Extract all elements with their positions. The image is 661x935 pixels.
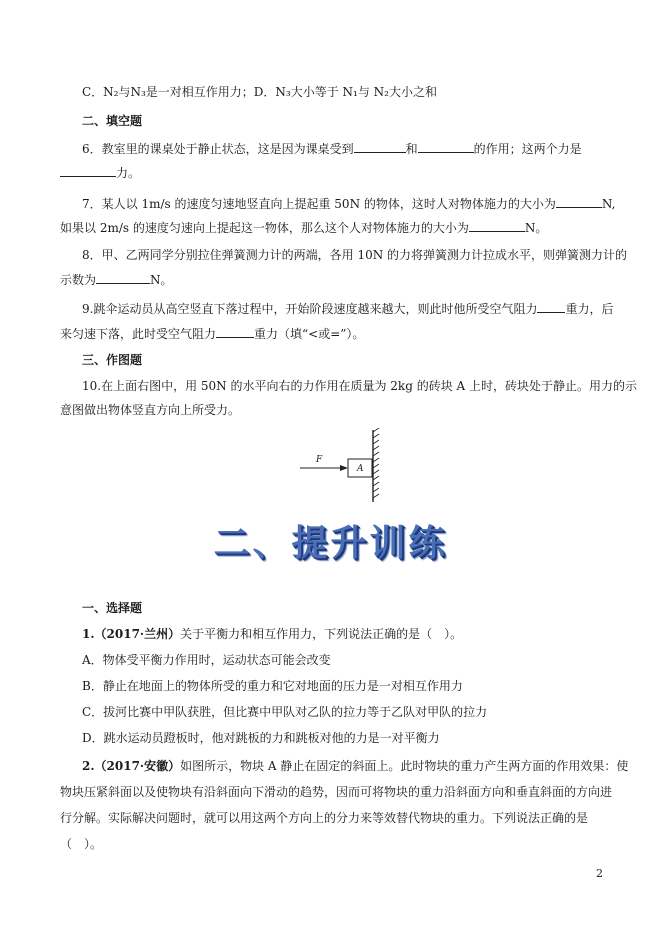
q6-blank-1[interactable] (354, 140, 406, 153)
q9-text-3: 来匀速下落，此时受空气阻力 (60, 327, 217, 341)
q2-text: 如图所示，物块 A 静止在固定的斜面上。此时物块的重力产生两方面的作用效果：使 (180, 759, 629, 773)
question-2-stem (82, 758, 628, 774)
q1-text: 关于平衡力和相互作用力，下列说法正确的是（ ）。 (180, 627, 463, 641)
page-number: 2 (596, 867, 603, 880)
q6-text-4: 力。 (116, 166, 141, 180)
question-2-line-4: （ ）。 (60, 837, 103, 851)
q8-text-2: N。 (150, 273, 173, 287)
q9-text-1: 9.跳伞运动员从高空竖直下落过程中，开始阶段速度越来越大，则此时他所受空气阻力 (82, 302, 538, 316)
q7-text-1: 7．某人以 1m/s 的速度匀速地竖直向上提起重 50N 的物体，这时人对物体施力的大小为 (82, 197, 556, 211)
q9-blank-1[interactable] (537, 300, 565, 313)
q7-blank-1[interactable] (556, 195, 602, 208)
force-arrow-head (340, 465, 348, 471)
block-label: A (357, 464, 364, 474)
q9-text-2: 重力，后 (565, 302, 614, 316)
question-6-line-1 (82, 140, 582, 157)
q9-blank-2[interactable] (216, 325, 254, 338)
q6-text-1: 6．教室里的课桌处于静止状态，这是因为课桌受到 (82, 142, 354, 156)
q6-blank-3[interactable] (60, 164, 116, 177)
q7-text-3: 如果以 2m/s 的速度匀速向上提起这一物体，那么这个人对物体施力的大小为 (60, 221, 469, 235)
q2-source-tag: 2.（2017·安徽） (82, 759, 181, 773)
question-8-line-1: 8．甲、乙两同学分别拉住弹簧测力计的两端，各用 10N 的力将弹簧测力计拉成水平，则弹簧测力计的 (82, 248, 628, 262)
heading-drawing: 三、作图题 (82, 353, 143, 367)
heading-multiple-choice: 一、选择题 (82, 601, 143, 615)
q7-text-4: N。 (524, 221, 548, 235)
q1-option-b[interactable]: B．静止在地面上的物体所受的重力和它对地面的压力是一对相互作用力 (82, 679, 463, 693)
force-label: F (316, 455, 323, 465)
question-2-line-3: 行分解。实际解决问题时，就可以用这两个方向上的分力来等效替代物块的重力。下列说法正确的是 (60, 811, 589, 825)
q6-text-2: 和 (405, 142, 418, 156)
q8-text-1: 示数为 (60, 273, 97, 287)
heading-fill-in-blanks: 二、填空题 (82, 114, 143, 128)
question-6-line-2 (60, 164, 140, 181)
question-1-stem (82, 626, 462, 642)
question-9-line-1 (82, 300, 613, 317)
section-title: 二、提升训练 (213, 523, 448, 564)
q9-text-4: 重力（填“<或=”）。 (254, 327, 365, 341)
question-7-line-2 (60, 219, 547, 236)
question-7-line-1 (82, 195, 615, 212)
question-2-line-2: 物块压紧斜面以及使物块有沿斜面向下滑动的趋势，因而可将物块的重力沿斜面方向和垂直斜面的方向进 (60, 785, 613, 799)
q1-option-a[interactable]: A．物体受平衡力作用时，运动状态可能会改变 (82, 653, 331, 667)
question-10-line-2: 意图做出物体竖直方向上所受力。 (60, 403, 241, 417)
force-block-figure (296, 428, 388, 504)
q1-option-d[interactable]: D．跳水运动员蹬板时，他对跳板的力和跳板对他的力是一对平衡力 (82, 731, 440, 745)
question-10-line-1: 10.在上面右图中，用 50N 的水平向右的力作用在质量为 2kg 的砖块 A 上时，砖块处于静止。用力的示 (82, 379, 637, 393)
q1-option-c[interactable]: C．拔河比赛中甲队获胜，但比赛中甲队对乙队的拉力等于乙队对甲队的拉力 (82, 705, 488, 719)
q7-blank-2[interactable] (469, 219, 525, 232)
option-cd-line: C．N₂与N₃是一对相互作用力；D．N₃大小等于 N₁与 N₂大小之和 (82, 85, 437, 99)
q6-text-3: 的作用；这两个力是 (473, 142, 582, 156)
question-8-line-2 (60, 271, 173, 288)
q1-source-tag: 1.（2017·兰州） (82, 627, 181, 641)
question-9-line-2 (60, 325, 364, 342)
q7-text-2: N, (601, 197, 616, 211)
q8-blank-1[interactable] (96, 271, 150, 284)
wall-hatching (373, 428, 379, 498)
q6-blank-2[interactable] (418, 140, 474, 153)
